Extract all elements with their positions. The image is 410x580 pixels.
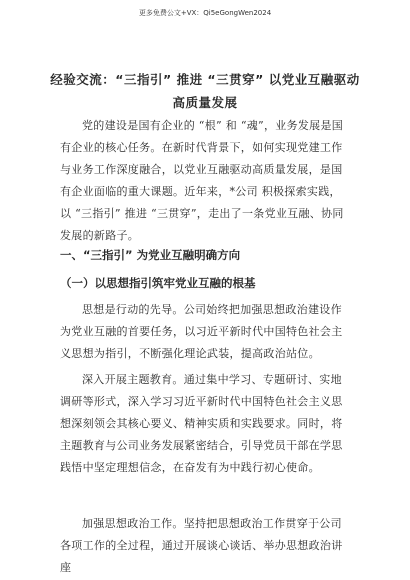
paragraph-2-text: 深入开展主题教育。通过集中学习、专题研讨、实地调研等形式，深入学习习近平新时代中国特色社会主义思想深刻领会其核心要义、精神实质和实践要求。同时，将主题教育与公司业务发展紧密结合，引导党员干部在学思践悟中坚定理想信念，在奋发有为中践行初心使命。 [60,373,343,474]
document-title [40,68,370,114]
paragraph-2 [60,369,352,479]
paragraph-1-text: 思想是行动的先导。公司始终把加强思想政治建设作为党业互融的首要任务，以习近平新时代中国特色社会主义思想为指引，不断强化理论武装，提高政治站位。 [60,303,343,360]
title-line-2: 高质量发展 [172,95,238,110]
subsection-heading-1: （一）以思想指引筑牢党业互融的根基 [60,276,256,290]
intro-text: 党的建设是国有企业的 “根” 和 “魂”，业务发展是国有企业的核心任务。在新时代背景下，如何实现党建工作与业务工作深度融合，以党业互融驱动高质量发展，是国有企业面临的重大课题。近年来，*公司 积极探索实践，以 “三指引” 推进 “三贯穿”，走出了一条党业互融、协同发展的新路子。 [60,119,344,242]
section-heading-1: 一、“三指引” 为党业互融明确方向 [60,248,241,262]
header-note: 更多免费公文+VX：Qi5eGongWen2024 [138,9,272,17]
intro-paragraph [60,115,352,247]
paragraph-1 [60,299,352,365]
paragraph-3 [60,513,352,579]
title-line-1: 经验交流：“三指引” 推进 “三贯穿” 以党业互融驱动 [50,72,360,87]
paragraph-3-text: 加强思想政治工作。坚持把思想政治工作贯穿于公司各项工作的全过程，通过开展谈心谈话、举办思想政治讲座 [60,517,343,574]
